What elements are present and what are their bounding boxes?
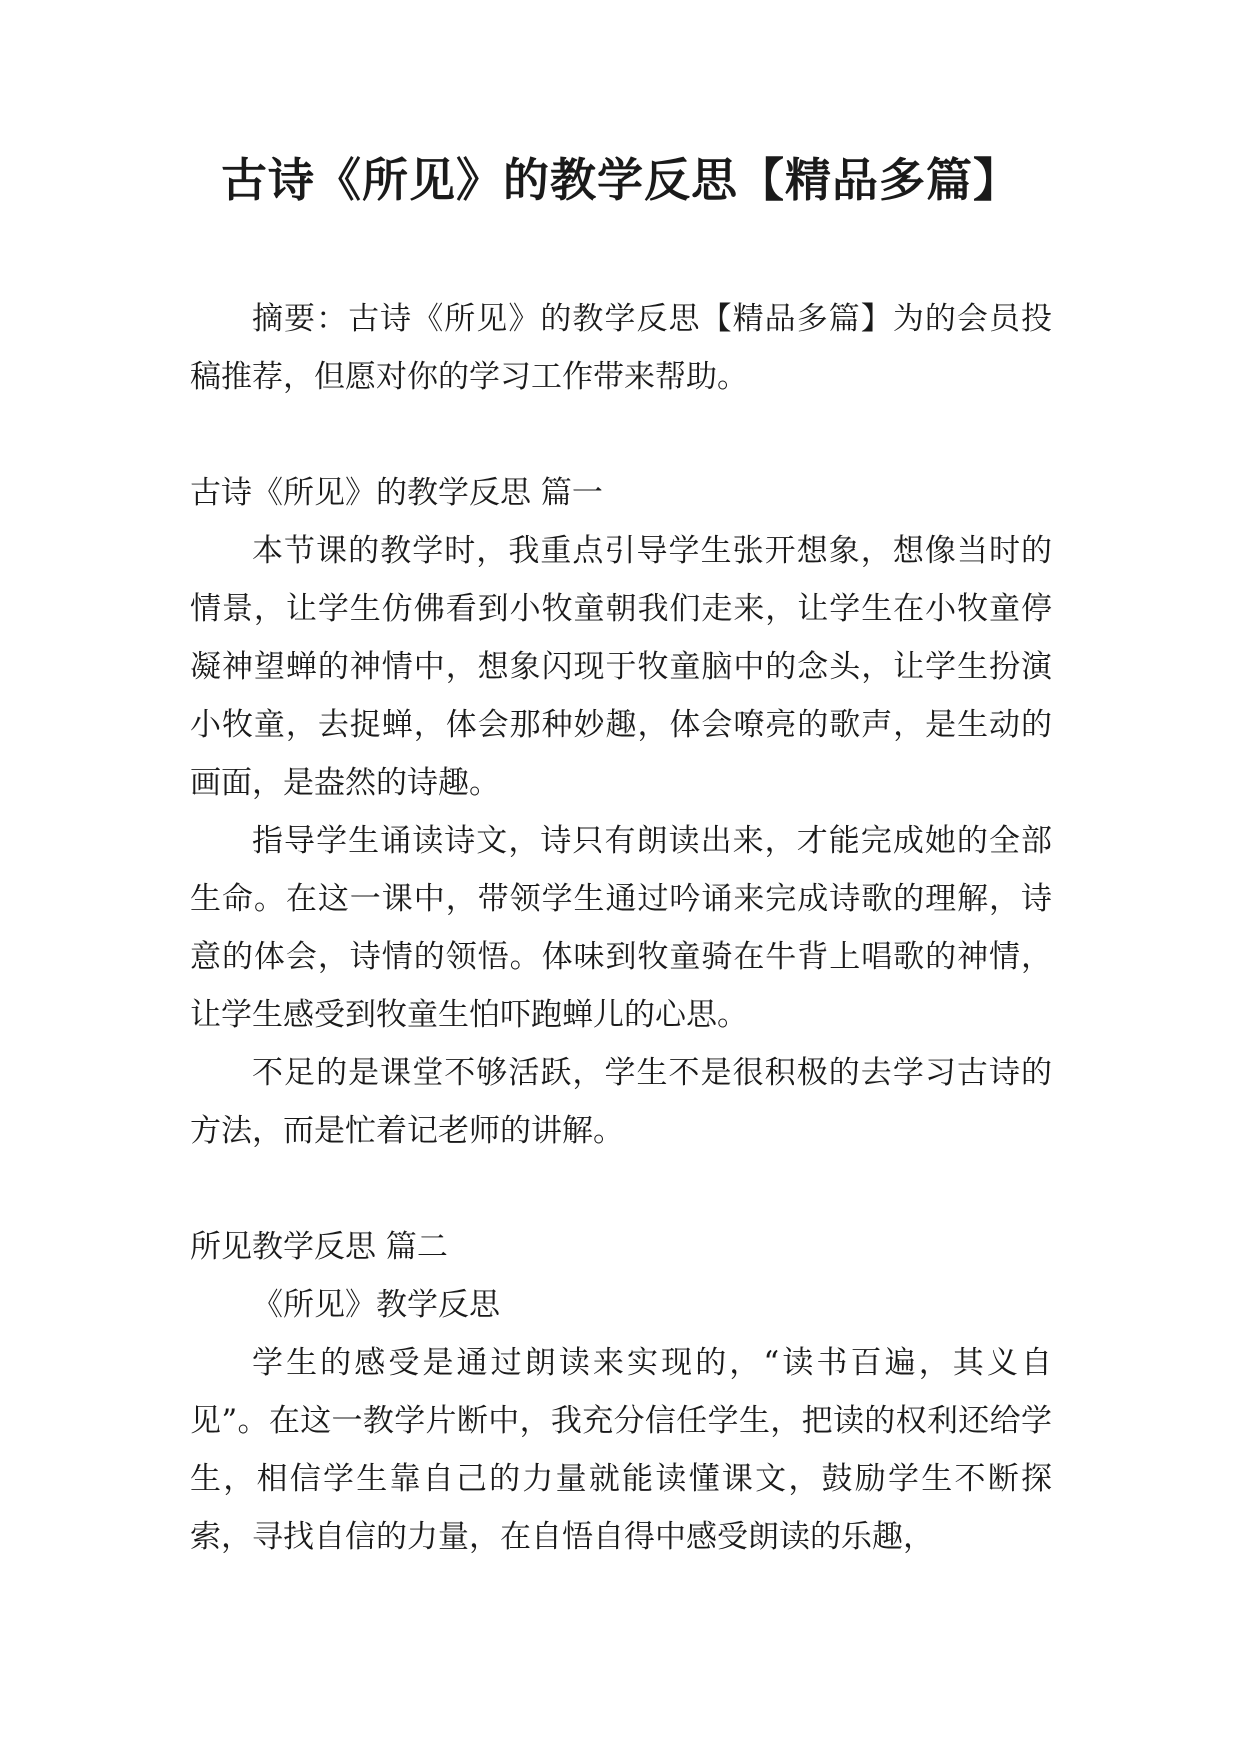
body-paragraph: 学生的感受是通过朗读来实现的，“读书百遍，其义自见”。在这一教学片断中，我充分信任学生，把读的权利还给学生，相信学生靠自己的力量就能读懂课文，鼓励学生不断探索，寻找自信的力量，在自悟自得中感受朗读的乐趣， bbox=[190, 1345, 1052, 1555]
body-paragraph: 本节课的教学时，我重点引导学生张开想象，想像当时的情景，让学生仿佛看到小牧童朝我们走来，让学生在小牧童停凝神望蝉的神情中，想象闪现于牧童脑中的念头，让学生扮演小牧童，去捉蝉，体会那种妙趣，体会嘹亮的歌声，是生动的画面，是盎然的诗趣。 bbox=[190, 533, 1052, 801]
section-subheading: 《所见》教学反思 bbox=[252, 1287, 500, 1323]
body-paragraph: 指导学生诵读诗文，诗只有朗读出来，才能完成她的全部生命。在这一课中，带领学生通过吟诵来完成诗歌的理解，诗意的体会，诗情的领悟。体味到牧童骑在牛背上唱歌的神情，让学生感受到牧童生怕吓跑蝉儿的心思。 bbox=[190, 823, 1052, 1033]
section-heading: 所见教学反思 篇二 bbox=[190, 1229, 448, 1265]
spacer bbox=[190, 406, 1052, 464]
document-title: 古诗《所见》的教学反思【精品多篇】 bbox=[221, 153, 1020, 207]
body-paragraph: 不足的是课堂不够活跃，学生不是很积极的去学习古诗的方法，而是忙着记老师的讲解。 bbox=[190, 1055, 1052, 1149]
section-heading: 古诗《所见》的教学反思 篇一 bbox=[190, 475, 603, 511]
spacer bbox=[190, 1160, 1052, 1218]
summary-paragraph: 摘要：古诗《所见》的教学反思【精品多篇】为的会员投稿推荐，但愿对你的学习工作带来帮助。 bbox=[190, 301, 1052, 395]
document-body bbox=[190, 290, 1052, 1566]
